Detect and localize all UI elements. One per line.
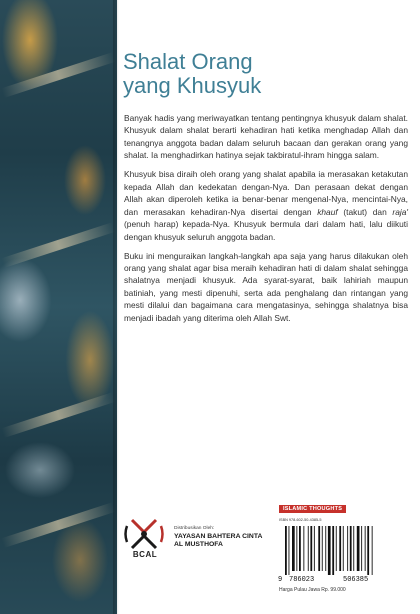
blurb-p2-part-c: (penuh harap) kepada-Nya. Khusyuk bermula dari dalam hati, lalu diikuti dengan khusyuk seluruh anggota badan. bbox=[124, 219, 408, 242]
barcode-icon bbox=[277, 524, 397, 584]
barcode-bar bbox=[325, 526, 326, 571]
series-badge: ISLAMIC THOUGHTS bbox=[279, 505, 346, 513]
barcode-bar bbox=[314, 526, 315, 571]
barcode-bar bbox=[322, 526, 323, 571]
barcode-bar bbox=[353, 526, 354, 571]
isbn-label: ISBN 978-602-50-4385-5 bbox=[279, 518, 322, 522]
art-streak bbox=[1, 392, 115, 438]
barcode-bar bbox=[299, 526, 301, 571]
blurb-paragraph-1: Banyak hadis yang meriwayatkan tentang pentingnya khusyuk dalam shalat. Khusyuk dalam shalat berarti kehadiran hati ketika menghadap Allah dan tenangnya anggota badan dalam seluruh bacaan dan gerakan orang yang shalat. Ia menghadirkan hatinya sejak takbiratul-ihram hingga salam. bbox=[124, 113, 408, 161]
barcode-block bbox=[277, 505, 409, 595]
barcode-bar bbox=[350, 526, 352, 571]
art-streak bbox=[1, 52, 115, 98]
publisher-name bbox=[174, 533, 284, 549]
art-streak bbox=[1, 502, 115, 548]
barcode-bar bbox=[328, 526, 331, 575]
blurb-paragraph-2 bbox=[124, 168, 408, 243]
art-streak bbox=[1, 222, 115, 268]
publisher-name-line1: YAYASAN BAHTERA CINTA bbox=[174, 533, 263, 540]
barcode-bar bbox=[332, 526, 334, 575]
barcode-bar bbox=[308, 526, 309, 571]
barcode-bar bbox=[357, 526, 360, 571]
barcode-bar bbox=[292, 526, 295, 571]
blurb bbox=[124, 112, 408, 331]
price-label: Harga Pulau Jawa Rp. 99.000 bbox=[279, 587, 346, 593]
barcode-bar bbox=[285, 526, 287, 575]
barcode-bar bbox=[343, 526, 344, 571]
barcode-bar bbox=[318, 526, 320, 571]
publisher-block bbox=[124, 516, 274, 566]
barcode-bar bbox=[303, 526, 304, 571]
barcode-bar bbox=[372, 526, 373, 575]
barcode-digits-right: 506385 bbox=[343, 576, 369, 584]
book-title-line1: Shalat Orang bbox=[123, 49, 253, 74]
publisher-logo-text: BCAL bbox=[132, 550, 158, 559]
term-khauf: khauf bbox=[317, 206, 338, 217]
cover-art-strip bbox=[0, 0, 117, 614]
blurb-paragraph-3: Buku ini menguraikan langkah-langkah apa saja yang harus dilakukan oleh orang yang shalat agar bisa meraih kehadiran hati di dalam shalat sehingga shalatnya menjadi khusyuk. Ada syarat-syarat, baik lahiriah maupun batiniah, yang mesti dipenuhi, serta ada penghalang dan rintangan yang mesti dilalui dan bagaimana cara mengatasinya, sehingga shalatnya bisa menjadi ibadah yang diterima oleh Allah Swt. bbox=[124, 250, 408, 323]
barcode-digit-first: 9 bbox=[278, 576, 283, 584]
blurb-p2-part-a: Khusyuk bisa diraih oleh orang yang shalat apabila ia merasakan ketakutan kepada Allah dan kedekatan dengan-Nya. Dan perasaan dekat dengan Allah akan diperoleh ketika ia benar-benar mengenal-Nya, mencintai-Nya, dan merasakan kehadiran-Nya disertai dengan bbox=[124, 169, 408, 217]
book-title bbox=[123, 50, 413, 98]
publisher-name-line2: AL MUSTHOFA bbox=[174, 541, 223, 548]
barcode-bar bbox=[336, 526, 337, 571]
blurb-p2-part-b: (takut) dan bbox=[337, 206, 393, 217]
barcode-bar bbox=[289, 526, 290, 575]
barcode-bar bbox=[339, 526, 341, 571]
spine-shadow bbox=[113, 0, 119, 614]
distributed-by-label: Distribusikan Oleh: bbox=[174, 526, 215, 531]
barcode-bar bbox=[361, 526, 362, 571]
barcode-bar bbox=[347, 526, 348, 571]
barcode-bar bbox=[367, 526, 369, 575]
barcode-digits-left: 786023 bbox=[289, 576, 315, 584]
barcode-bar bbox=[365, 526, 366, 571]
term-raja: raja' bbox=[392, 206, 408, 217]
barcode-bar bbox=[296, 526, 297, 571]
book-title-line2: yang Khusyuk bbox=[123, 73, 262, 98]
barcode-bar bbox=[310, 526, 312, 571]
